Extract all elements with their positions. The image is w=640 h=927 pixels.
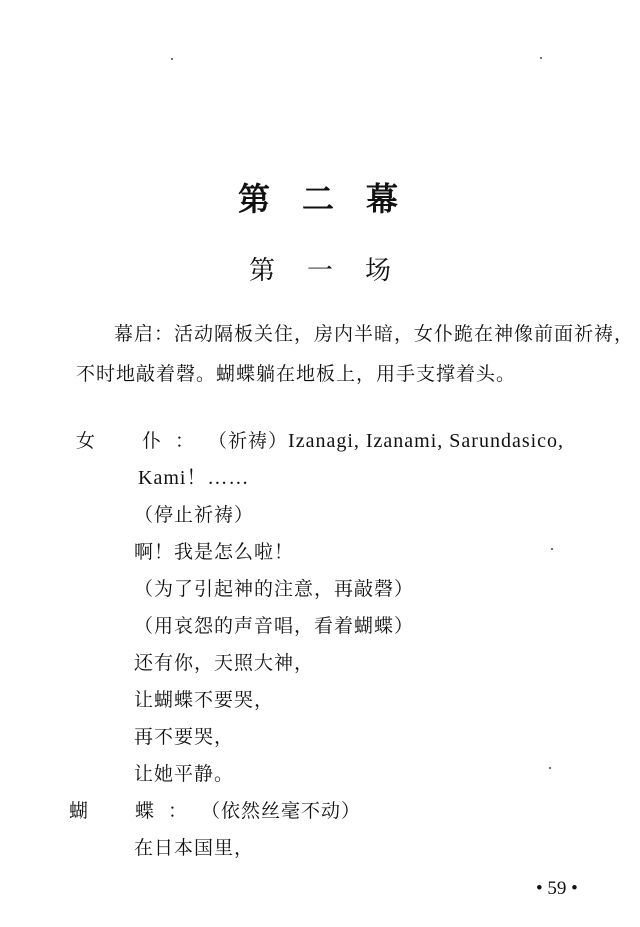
dialogue-line: 在日本国里， — [134, 837, 255, 859]
speaker-butterfly: 蝴 蝶： — [69, 800, 202, 822]
prayer-text-line2: Kami！…… — [138, 467, 250, 489]
print-speck — [540, 57, 542, 59]
dialogue-line: 还有你，天照大神， — [134, 652, 315, 674]
dialogue-line-butterfly — [69, 796, 361, 826]
dialogue-line: 让蝴蝶不要哭， — [134, 689, 275, 711]
scene-title-char: 一 — [306, 256, 333, 286]
act-title-char: 第 — [237, 180, 274, 218]
prayer-text-line1: Izanagi, Izanami, Sarundasico, — [288, 430, 565, 452]
dialogue-line: 再不要哭， — [134, 726, 235, 748]
scene-title — [0, 250, 640, 287]
dialogue-line-maid — [76, 426, 564, 456]
print-speck — [171, 58, 173, 60]
act-title-char: 幕 — [366, 180, 403, 218]
stage-direction: 幕启：活动隔板关住，房内半暗，女仆跪在神像前面祈祷，不时地敲着磬。蝴蝶躺在地板上，用手支撑着头。 — [76, 323, 635, 385]
print-speck — [549, 767, 551, 769]
speaker-maid: 女 仆： — [76, 430, 209, 452]
dialogue-line: 让她平静。 — [134, 763, 235, 785]
print-speck — [551, 548, 553, 550]
act-title — [0, 174, 640, 220]
dialogue-line: （用哀怨的声音唱，看着蝴蝶） — [134, 615, 415, 637]
scene-title-char: 第 — [248, 256, 275, 286]
dialogue-line: 啊！我是怎么啦！ — [134, 541, 295, 563]
dialogue-line: （停止祈祷） — [134, 504, 255, 526]
scene-title-char: 场 — [365, 256, 392, 286]
page-number: • 59 • — [536, 878, 578, 899]
act-title-char: 二 — [301, 180, 338, 218]
butterfly-direction: （依然丝毫不动） — [201, 800, 362, 822]
dialogue-line: （为了引起神的注意，再敲磬） — [134, 578, 415, 600]
prayer-direction: （祈祷） — [208, 430, 289, 452]
